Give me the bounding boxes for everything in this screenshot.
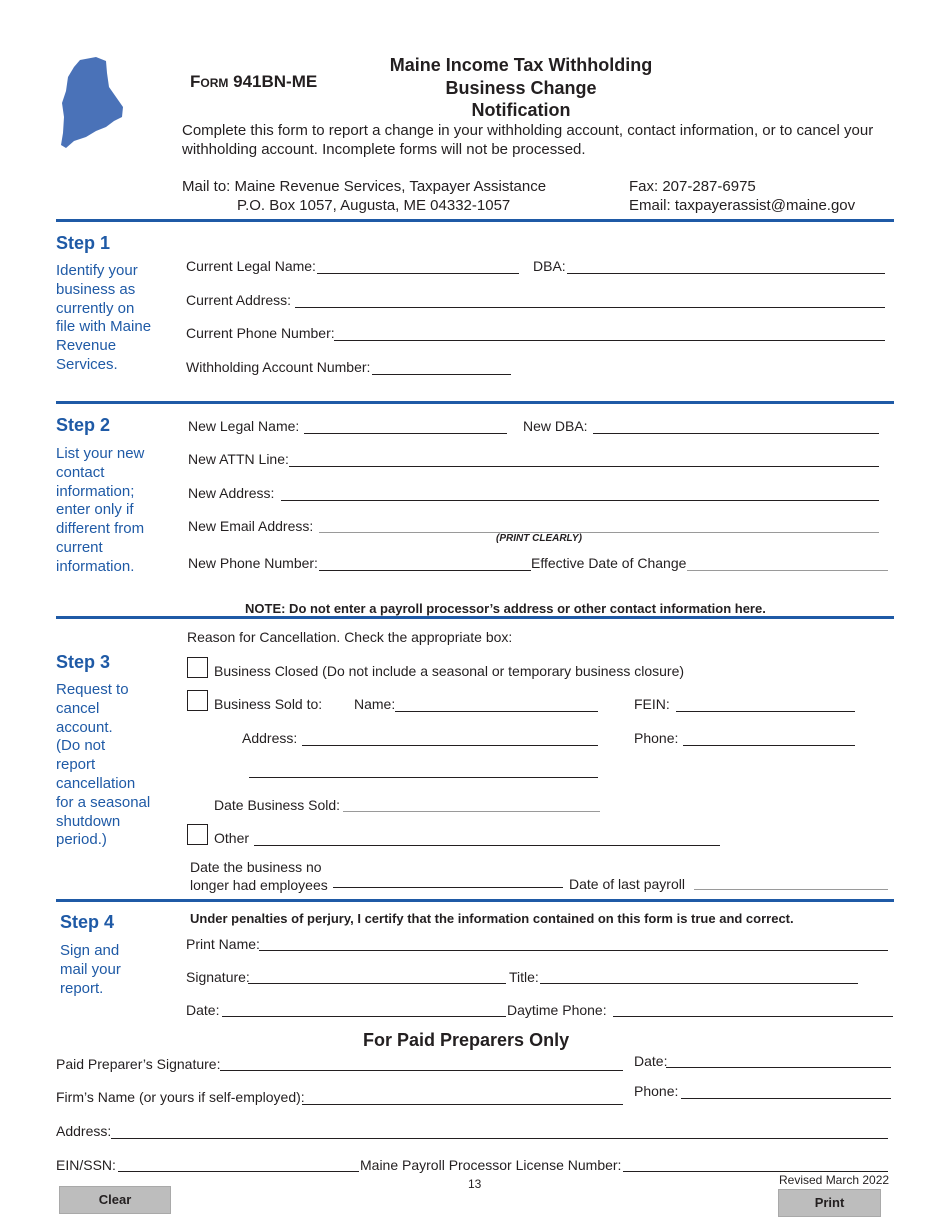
- withholding-account-field[interactable]: [372, 374, 511, 375]
- preparer-date-field[interactable]: [666, 1067, 891, 1068]
- buyer-phone-field[interactable]: [683, 745, 855, 746]
- current-address-label: Current Address:: [186, 292, 292, 308]
- title-line-2: Business Change: [445, 77, 597, 98]
- step-3-desc-line: for a seasonal: [56, 793, 151, 811]
- signature-label: Signature:: [186, 969, 250, 985]
- step-1-desc-line: business as: [56, 280, 136, 298]
- other-checkbox[interactable]: [187, 824, 208, 845]
- no-employees-label: [190, 858, 328, 894]
- step-2-desc-line: different from: [56, 520, 145, 538]
- preparer-address-label: Address:: [56, 1123, 112, 1139]
- print-name-label: Print Name:: [186, 936, 260, 952]
- daytime-phone-label: Daytime Phone:: [507, 1002, 607, 1018]
- paid-preparers-heading: For Paid Preparers Only: [363, 1030, 570, 1050]
- print-button[interactable]: Print: [778, 1189, 881, 1217]
- form-prefix: Form: [190, 72, 229, 91]
- fein-label: FEIN:: [634, 696, 670, 712]
- business-sold-label: Business Sold to:: [214, 696, 323, 712]
- other-label: Other: [214, 830, 250, 846]
- preparer-address-field[interactable]: [111, 1138, 888, 1139]
- intro-text: [182, 121, 873, 159]
- preparer-signature-label: Paid Preparer’s Signature:: [56, 1056, 221, 1072]
- step-1-title: Step 1: [56, 233, 111, 253]
- step-1-desc-line: Revenue: [56, 337, 117, 355]
- signature-field[interactable]: [248, 983, 506, 984]
- step-3-desc-line: period.): [56, 831, 107, 849]
- dba-label: DBA:: [533, 258, 566, 274]
- current-phone-field[interactable]: [334, 340, 885, 341]
- step-3-desc-line: cancel: [56, 699, 100, 717]
- step-3-desc-line: cancellation: [56, 774, 136, 792]
- current-phone-label: Current Phone Number:: [186, 325, 335, 341]
- step-3-desc-line: report: [56, 756, 96, 774]
- revised-date: Revised March 2022: [779, 1173, 890, 1187]
- buyer-address-field[interactable]: [302, 745, 598, 746]
- clear-button[interactable]: Clear: [59, 1186, 171, 1214]
- step-1-description: [56, 262, 151, 375]
- title-line-1: Maine Income Tax Withholding: [389, 55, 653, 75]
- preparer-date-label: Date:: [634, 1053, 668, 1069]
- step-4-desc-line: mail your: [60, 960, 121, 978]
- date-business-sold-label: Date Business Sold:: [214, 797, 341, 813]
- preparer-signature-field[interactable]: [220, 1070, 623, 1071]
- page-number: 13: [468, 1177, 482, 1191]
- buyer-address-field-2[interactable]: [249, 777, 598, 778]
- print-clearly-note: (PRINT CLEARLY): [496, 533, 582, 544]
- step-4-desc-line: report.: [60, 979, 104, 997]
- email-address: Email: taxpayerassist@maine.gov: [629, 197, 856, 214]
- step-3-desc-line: (Do not: [56, 737, 106, 755]
- last-payroll-label: Date of last payroll: [569, 876, 685, 892]
- step-2-desc-line: contact: [56, 463, 105, 481]
- current-legal-name-field[interactable]: [317, 273, 519, 274]
- buyer-address-label: Address:: [242, 730, 298, 746]
- ein-ssn-label: EIN/SSN:: [56, 1157, 116, 1173]
- step-2-desc-line: enter only if: [56, 501, 134, 519]
- buyer-name-label: Name:: [354, 696, 396, 712]
- new-phone-label: New Phone Number:: [188, 555, 318, 571]
- step-2-desc-line: List your new: [56, 445, 145, 462]
- contact-info: [629, 177, 855, 215]
- divider-header: [56, 219, 894, 222]
- divider-step-3: [56, 899, 894, 902]
- effective-date-field[interactable]: [687, 570, 888, 571]
- divider-step-1: [56, 401, 894, 404]
- date-label: Date:: [186, 1002, 220, 1018]
- fax-number: Fax: 207-287-6975: [629, 178, 756, 195]
- firm-name-label: Firm’s Name (or yours if self-employed):: [56, 1089, 305, 1105]
- no-employees-line-2: longer had employees: [190, 877, 328, 893]
- new-legal-name-field[interactable]: [304, 433, 507, 434]
- date-business-sold-field[interactable]: [343, 811, 600, 812]
- new-email-label: New Email Address:: [188, 518, 314, 534]
- mail-line-1: Mail to: Maine Revenue Services, Taxpayer Assistance: [182, 178, 547, 195]
- ein-ssn-field[interactable]: [118, 1171, 359, 1172]
- new-legal-name-label: New Legal Name:: [188, 418, 300, 434]
- step-3-desc-line: shutdown: [56, 812, 121, 830]
- step-2-desc-line: current: [56, 538, 103, 556]
- title-line-3: Notification: [471, 100, 571, 120]
- form-id: 941BN-ME: [233, 72, 318, 91]
- step-4-desc-line: Sign and: [60, 942, 120, 959]
- step-2-desc-line: information.: [56, 557, 135, 575]
- no-employees-line-1: Date the business no: [190, 859, 322, 875]
- payroll-processor-note: NOTE: Do not enter a payroll processor’s address or other contact information here.: [245, 601, 766, 616]
- intro-line-1: Complete this form to report a change in your withholding account, contact information, or to cancel your: [182, 122, 874, 139]
- step-2-description: [56, 445, 144, 577]
- step-3-desc-line: account.: [56, 718, 113, 736]
- title-label: Title:: [509, 969, 539, 985]
- maine-state-logo: [56, 55, 128, 151]
- mail-to-address: [182, 177, 546, 215]
- step-4-description: [60, 942, 121, 998]
- new-email-field[interactable]: [319, 532, 879, 533]
- cancellation-reason-label: Reason for Cancellation. Check the appropriate box:: [187, 629, 513, 645]
- divider-step-2: [56, 616, 894, 619]
- fein-field[interactable]: [676, 711, 855, 712]
- step-3-desc-line: Request to: [56, 681, 129, 698]
- business-closed-label: Business Closed (Do not include a seasonal or temporary business closure): [214, 663, 685, 679]
- step-2-desc-line: information;: [56, 482, 135, 500]
- new-address-field[interactable]: [281, 500, 879, 501]
- no-employees-date-field[interactable]: [333, 887, 563, 888]
- step-1-desc-line: currently on: [56, 299, 135, 317]
- intro-line-2: withholding account. Incomplete forms will not be processed.: [182, 141, 586, 158]
- last-payroll-field[interactable]: [694, 889, 888, 890]
- preparer-phone-label: Phone:: [634, 1083, 679, 1099]
- business-closed-checkbox[interactable]: [187, 657, 208, 678]
- new-dba-label: New DBA:: [523, 418, 588, 434]
- step-2-title: Step 2: [56, 415, 111, 435]
- new-attn-field[interactable]: [289, 466, 879, 467]
- buyer-name-field[interactable]: [395, 711, 598, 712]
- step-3-title: Step 3: [56, 652, 111, 672]
- step-3-description: [56, 681, 150, 850]
- new-attn-label: New ATTN Line:: [188, 451, 289, 467]
- current-address-field[interactable]: [295, 307, 885, 308]
- withholding-account-label: Withholding Account Number:: [186, 359, 371, 375]
- new-phone-field[interactable]: [319, 570, 531, 571]
- dba-field[interactable]: [567, 273, 885, 274]
- business-sold-checkbox[interactable]: [187, 690, 208, 711]
- license-number-label: Maine Payroll Processor License Number:: [360, 1157, 622, 1173]
- current-legal-name-label: Current Legal Name:: [186, 258, 316, 274]
- mail-line-2: P.O. Box 1057, Augusta, ME 04332-1057: [237, 197, 511, 214]
- perjury-statement: Under penalties of perjury, I certify that the information contained on this form is true and correct.: [190, 911, 794, 926]
- step-1-desc-line: file with Maine: [56, 318, 152, 336]
- date-field[interactable]: [222, 1016, 506, 1017]
- daytime-phone-field[interactable]: [613, 1016, 893, 1017]
- step-1-desc-line: Identify your: [56, 262, 138, 279]
- new-dba-field[interactable]: [593, 433, 879, 434]
- preparer-phone-field[interactable]: [681, 1098, 891, 1099]
- buyer-phone-label: Phone:: [634, 730, 679, 746]
- title-field[interactable]: [540, 983, 858, 984]
- step-4-title: Step 4: [60, 912, 115, 932]
- effective-date-label: Effective Date of Change: [531, 555, 687, 571]
- print-name-field[interactable]: [259, 950, 888, 951]
- license-number-field[interactable]: [623, 1171, 888, 1172]
- step-1-desc-line: Services.: [56, 355, 118, 373]
- form-title: [371, 54, 671, 122]
- new-address-label: New Address:: [188, 485, 275, 501]
- firm-name-field[interactable]: [302, 1104, 623, 1105]
- other-field[interactable]: [254, 845, 720, 846]
- form-number: [190, 72, 317, 92]
